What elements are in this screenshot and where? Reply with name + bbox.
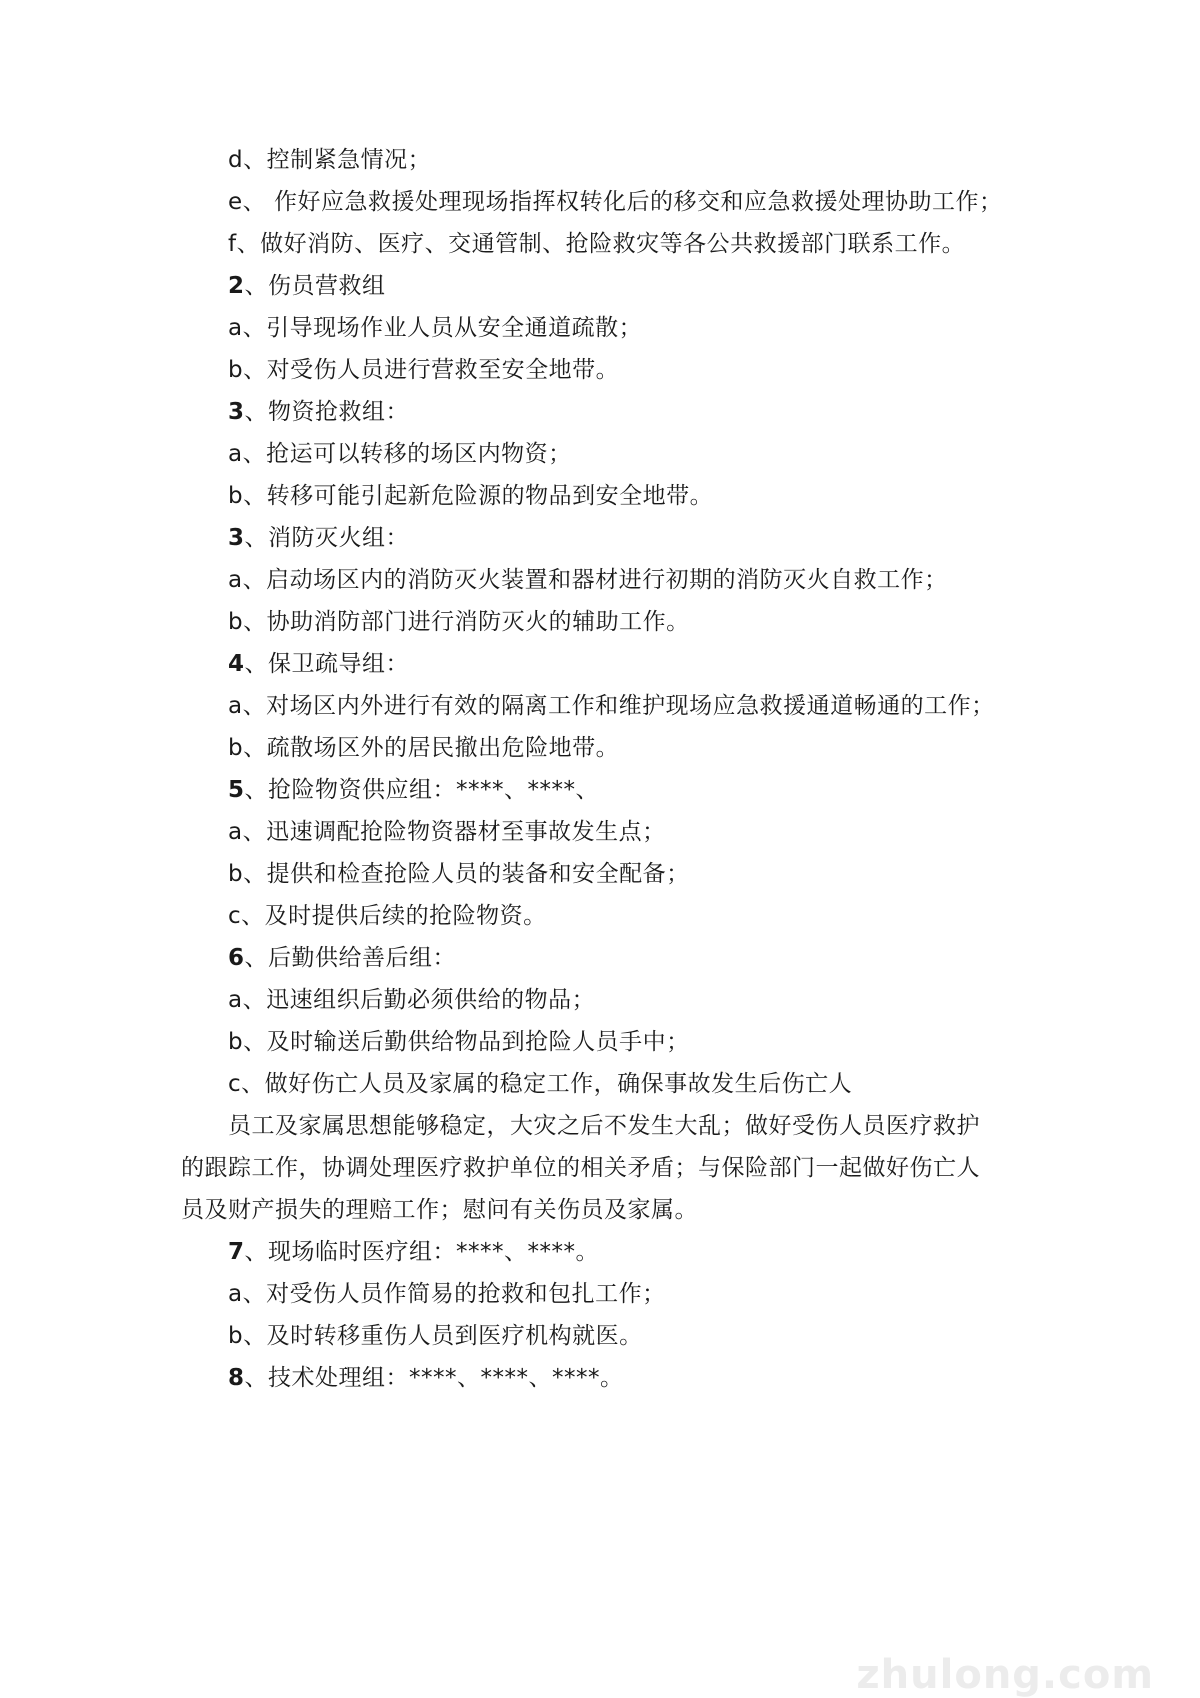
text-line: a、启动场区内的消防灭火装置和器材进行初期的消防灭火自救工作； — [228, 567, 948, 593]
text-line: b、及时转移重伤人员到医疗机构就医。 — [228, 1323, 643, 1349]
section-heading: 3、消防灭火组： — [228, 525, 410, 551]
paragraph-line: 的跟踪工作，协调处理医疗救护单位的相关矛盾；与保险部门一起做好伤亡人 — [181, 1155, 980, 1181]
section-heading: 8、技术处理组：****、****、****。 — [228, 1365, 624, 1391]
text-line: b、转移可能引起新危险源的物品到安全地带。 — [228, 483, 714, 509]
text-line: b、协助消防部门进行消防灭火的辅助工作。 — [228, 609, 690, 635]
text-line: b、及时输送后勤供给物品到抢险人员手中； — [228, 1029, 690, 1055]
section-heading: 6、后勤供给善后组： — [228, 945, 457, 971]
text-line: b、提供和检查抢险人员的装备和安全配备； — [228, 861, 690, 887]
paragraph-line: 员工及家属思想能够稳定，大灾之后不发生大乱；做好受伤人员医疗救护 — [228, 1113, 980, 1139]
watermark: zhulong.com — [856, 1652, 1154, 1698]
text-line: d、控制紧急情况； — [228, 147, 432, 173]
section-heading: 5、抢险物资供应组：****、****、 — [228, 777, 600, 803]
section-heading: 7、现场临时医疗组：****、****。 — [228, 1239, 600, 1265]
paragraph-line: 员及财产损失的理赔工作；慰问有关伤员及家属。 — [181, 1197, 698, 1223]
text-line: f、做好消防、医疗、交通管制、抢险救灾等各公共救援部门联系工作。 — [228, 231, 966, 257]
text-line: e、 作好应急救援处理现场指挥权转化后的移交和应急救援处理协助工作； — [228, 189, 1003, 215]
text-line: a、迅速组织后勤必须供给的物品； — [228, 987, 596, 1013]
text-line: b、疏散场区外的居民撤出危险地带。 — [228, 735, 620, 761]
section-heading: 2、伤员营救组 — [228, 273, 386, 299]
text-line: a、引导现场作业人员从安全通道疏散； — [228, 315, 643, 341]
section-heading: 4、保卫疏导组： — [228, 651, 410, 677]
text-line: a、迅速调配抢险物资器材至事故发生点； — [228, 819, 666, 845]
text-line: a、对场区内外进行有效的隔离工作和维护现场应急救援通道畅通的工作； — [228, 693, 995, 719]
text-line: c、及时提供后续的抢险物资。 — [228, 903, 547, 929]
text-line: b、对受伤人员进行营救至安全地带。 — [228, 357, 620, 383]
text-line: a、抢运可以转移的场区内物资； — [228, 441, 572, 467]
text-line: c、做好伤亡人员及家属的稳定工作，确保事故发生后伤亡人 — [228, 1071, 853, 1097]
section-heading: 3、物资抢救组： — [228, 399, 410, 425]
text-line: a、对受伤人员作简易的抢救和包扎工作； — [228, 1281, 666, 1307]
